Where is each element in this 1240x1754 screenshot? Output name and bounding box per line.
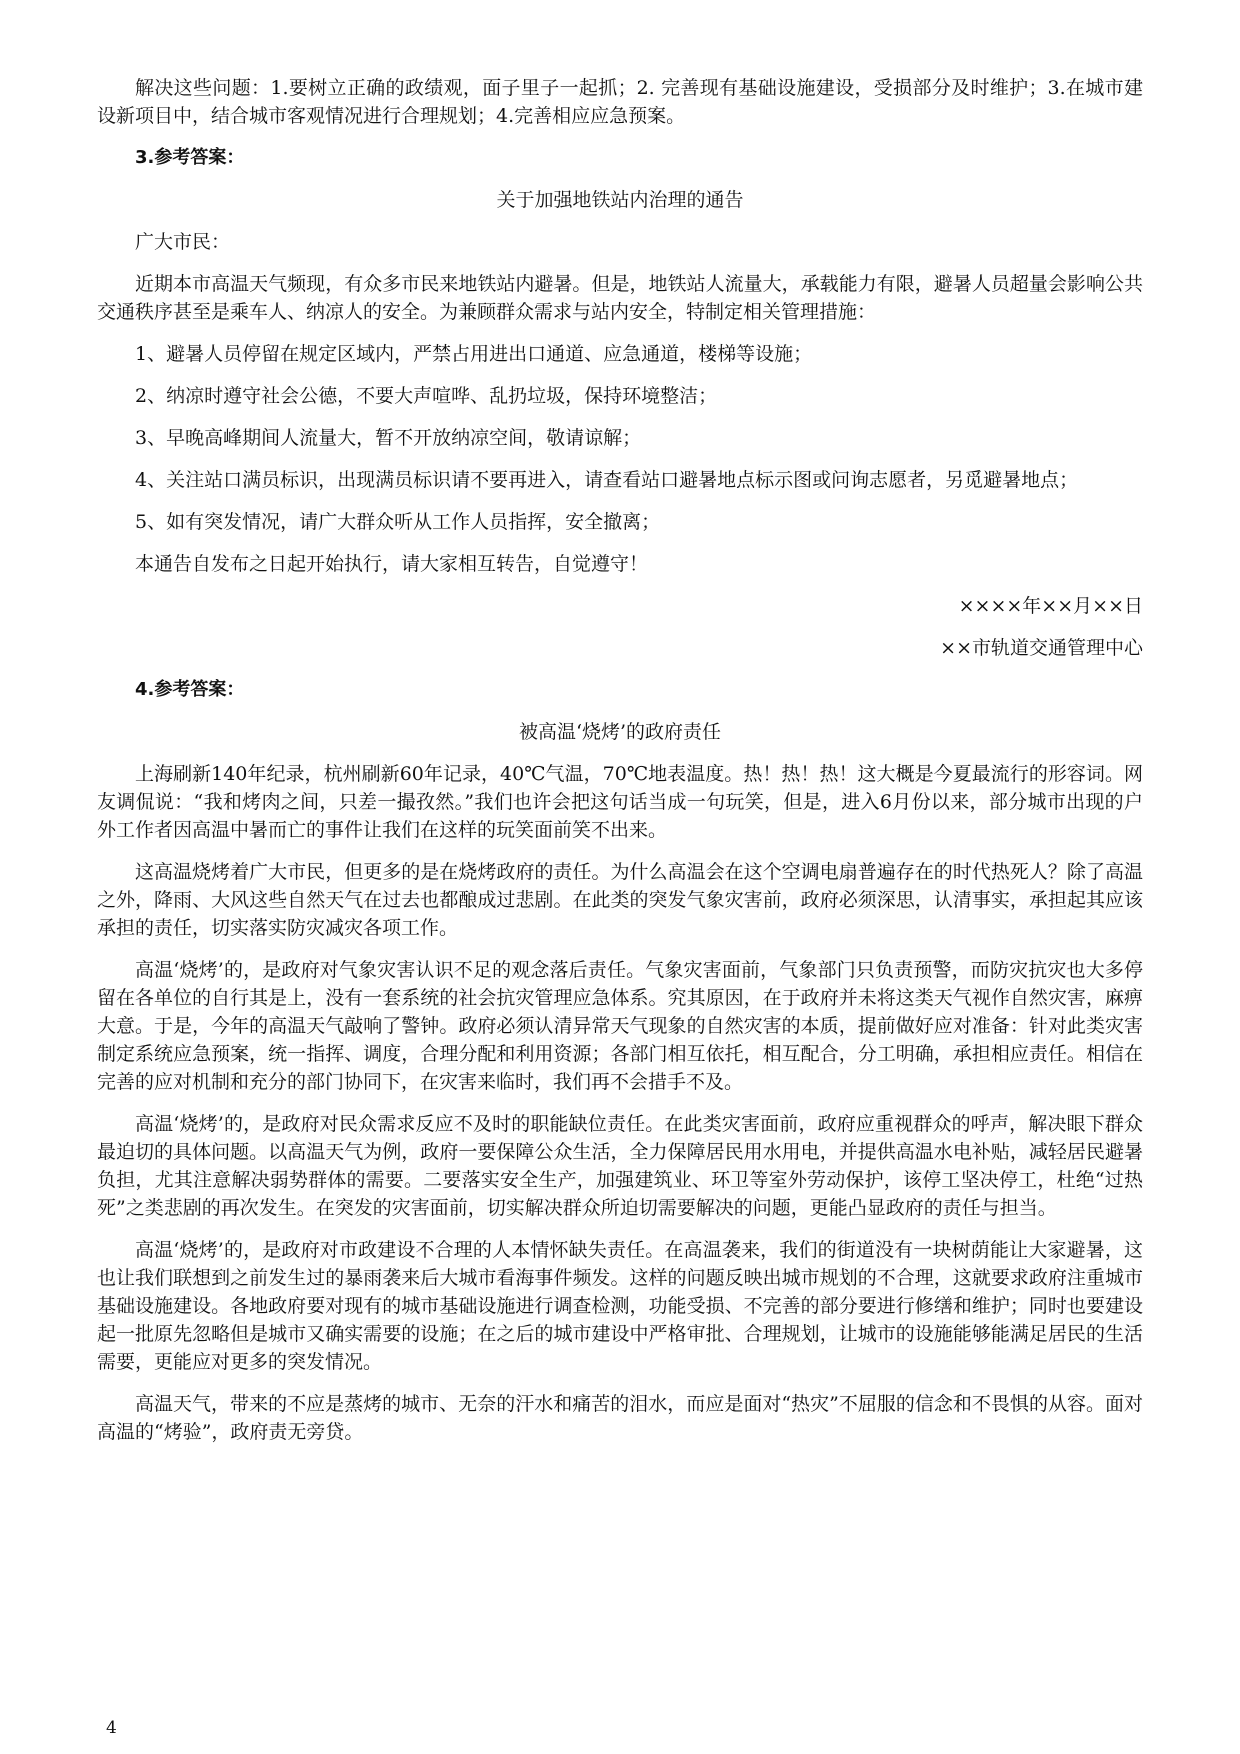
essay-paragraph: 高温‘烧烤’的，是政府对民众需求反应不及时的职能缺位责任。在此类灾害面前，政府应重视群众的呼声，解决眼下群众最迫切的具体问题。以高温天气为例，政府一要保障公众生活，全力保障居民用水用电，并提供高温水电补贴，减轻居民避暑负担，尤其注意解决弱势群体的需要。二要落实安全生产，加强建筑业、环卫等室外劳动保护，该停工坚决停工，杜绝“过热死”之类悲剧的再次发生。在突发的灾害面前，切实解决群众所迫切需要解决的问题，更能凸显政府的责任与担当。 [97, 1113, 1143, 1219]
essay-paragraph: 这高温烧烤着广大市民，但更多的是在烧烤政府的责任。为什么高温会在这个空调电扇普遍存在的时代热死人？除了高温之外，降雨、大风这些自然天气在过去也都酿成过悲剧。在此类的突发气象灾害前，政府必须深思，认清事实，承担起其应该承担的责任，切实落实防灾减灾各项工作。 [97, 861, 1143, 939]
salutation: 广大市民： [135, 231, 231, 253]
essay-paragraph: 高温‘烧烤’的，是政府对市政建设不合理的人本情怀缺失责任。在高温袭来，我们的街道没有一块树荫能让大家避暑，这也让我们联想到之前发生过的暴雨袭来后大城市看海事件频发。这样的问题反映出城市规划的不合理，这就要求政府注重城市基础设施建设。各地政府要对现有的城市基础设施进行调查检测，功能受损、不完善的部分要进行修缮和维护；同时也要建设起一批原先忽略但是城市又确实需要的设施；在之后的城市建设中严格审批、合理规划，让城市的设施能够能满足居民的生活需要，更能应对更多的突发情况。 [97, 1239, 1143, 1373]
answer3-heading: 3.参考答案： [135, 147, 245, 168]
notice-item: 5、如有突发情况，请广大群众听从工作人员指挥，安全撤离； [135, 511, 661, 533]
essay-paragraph: 高温天气，带来的不应是蒸烤的城市、无奈的汗水和痛苦的泪水，而应是面对“热灾”不屈服的信念和不畏惧的从容。面对高温的“烤验”，政府责无旁贷。 [97, 1393, 1143, 1443]
intro-solutions-paragraph: 解决这些问题：1.要树立正确的政绩观，面子里子一起抓；2. 完善现有基础设施建设，受损部分及时维护；3.在城市建设新项目中，结合城市客观情况进行合理规划；4.完善相应应急预案。 [97, 77, 1143, 127]
essay-title: 被高温‘烧烤’的政府责任 [518, 721, 722, 743]
notice-item: 1、避暑人员停留在规定区域内，严禁占用进出口通道、应急通道，楼梯等设施； [135, 343, 813, 365]
notice-date: ××××年××月××日 [958, 595, 1143, 617]
answer3-title: 关于加强地铁站内治理的通告 [496, 189, 744, 211]
notice-item: 2、纳凉时遵守社会公德，不要大声喧哗、乱扔垃圾，保持环境整洁； [135, 385, 718, 407]
essay-paragraph: 高温‘烧烤’的，是政府对气象灾害认识不足的观念落后责任。气象灾害面前，气象部门只负责预警，而防灾抗灾也大多停留在各单位的自行其是上，没有一套系统的社会抗灾管理应急体系。究其原因，在于政府并未将这类天气视作自然灾害，麻痹大意。于是，今年的高温天气敲响了警钟。政府必须认清异常天气现象的自然灾害的本质，提前做好应对准备：针对此类灾害制定系统应急预案，统一指挥、调度，合理分配和利用资源；各部门相互依托，相互配合，分工明确，承担相应责任。相信在完善的应对机制和充分的部门协同下，在灾害来临时，我们再不会措手不及。 [97, 959, 1143, 1093]
notice-intro: 近期本市高温天气频现，有众多市民来地铁站内避暑。但是，地铁站人流量大，承载能力有限，避暑人员超量会影响公共交通秩序甚至是乘车人、纳凉人的安全。为兼顾群众需求与站内安全，特制定相关管理措施： [97, 273, 1143, 323]
notice-item: 3、早晚高峰期间人流量大，暂不开放纳凉空间，敬请谅解； [135, 427, 642, 449]
essay-paragraph: 上海刷新140年纪录，杭州刷新60年记录，40℃气温，70℃地表温度。热！热！热！这大概是今夏最流行的形容词。网友调侃说：“我和烤肉之间，只差一撮孜然。”我们也许会把这句话当成一句玩笑，但是，进入6月份以来，部分城市出现的户外工作者因高温中暑而亡的事件让我们在这样的玩笑面前笑不出来。 [97, 763, 1143, 841]
notice-item: 4、关注站口满员标识，出现满员标识请不要再进入，请查看站口避暑地点标示图或问询志愿者，另觅避暑地点； [135, 469, 1079, 491]
answer4-heading: 4.参考答案： [135, 679, 245, 700]
page-number: 4 [106, 1718, 117, 1738]
notice-closing: 本通告自发布之日起开始执行，请大家相互转告，自觉遵守！ [135, 553, 649, 575]
notice-issuer: ××市轨道交通管理中心 [940, 637, 1143, 659]
document-page [97, 74, 1143, 1446]
